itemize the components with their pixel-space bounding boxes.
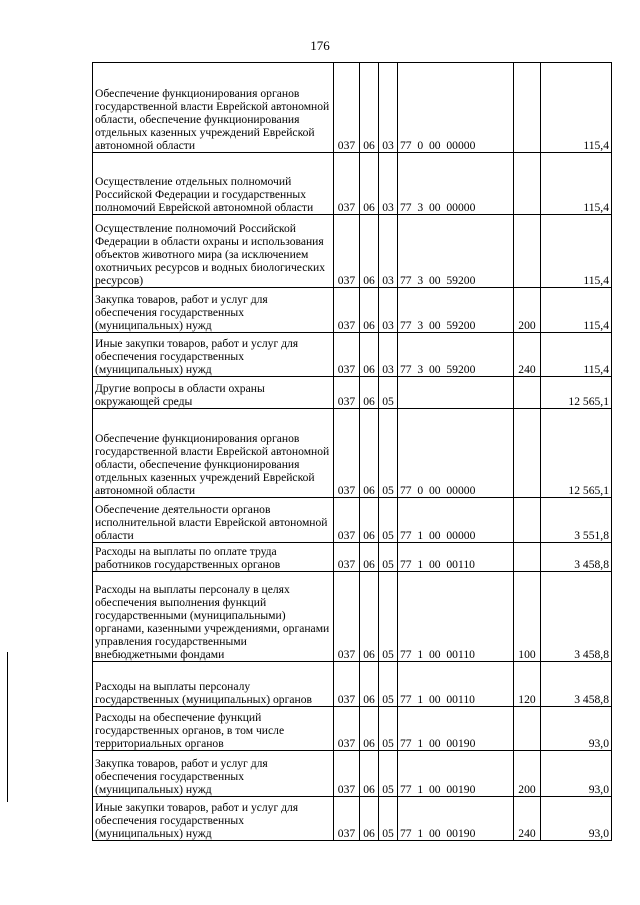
- row-name: Расходы на выплаты по оплате труда работников государственных органов: [93, 543, 334, 572]
- table-body: [93, 63, 612, 841]
- row-vr: 200: [514, 288, 541, 333]
- row-grbs: 037: [334, 707, 360, 751]
- table-row: [93, 288, 612, 333]
- table-row: [93, 707, 612, 751]
- row-name: Обеспечение деятельности органов исполнительной власти Еврейской автономной области: [93, 498, 334, 543]
- row-pr: 03: [379, 333, 398, 377]
- row-vr: 200: [514, 751, 541, 797]
- row-grbs: 037: [334, 751, 360, 797]
- row-pr: 05: [379, 572, 398, 662]
- row-pr: 03: [379, 63, 398, 153]
- row-rz: 06: [360, 215, 379, 288]
- table-row: [93, 63, 612, 153]
- row-rz: 06: [360, 543, 379, 572]
- row-rz: 06: [360, 288, 379, 333]
- row-grbs: 037: [334, 333, 360, 377]
- row-name: Осуществление отдельных полномочий Российской Федерации и государственных полномочий Еврейской автономной области: [93, 153, 334, 215]
- row-pr: 05: [379, 797, 398, 841]
- row-csr: 77 0 00 00000: [398, 409, 514, 498]
- row-vr: [514, 377, 541, 409]
- row-vr: 120: [514, 662, 541, 707]
- row-grbs: 037: [334, 288, 360, 333]
- row-grbs: 037: [334, 63, 360, 153]
- row-vr: [514, 409, 541, 498]
- row-name: Обеспечение функционирования органов государственной власти Еврейской автономной области, обеспечение функционирования отдельных казенных учреждений Еврейской автономной области: [93, 409, 334, 498]
- table-row: [93, 543, 612, 572]
- row-name: Закупка товаров, работ и услуг для обеспечения государственных (муниципальных) нужд: [93, 288, 334, 333]
- row-vr: [514, 498, 541, 543]
- row-grbs: 037: [334, 572, 360, 662]
- row-pr: 05: [379, 543, 398, 572]
- row-csr: 77 3 00 00000: [398, 153, 514, 215]
- margin-line: [7, 652, 8, 802]
- row-csr: 77 3 00 59200: [398, 215, 514, 288]
- row-rz: 06: [360, 498, 379, 543]
- row-pr: 05: [379, 662, 398, 707]
- row-name: Расходы на выплаты персоналу в целях обеспечения выполнения функций государственными (муниципальными) органами, казенными учреждениями, органами управления государственными внебюджетными фондами: [93, 572, 334, 662]
- row-vr: [514, 543, 541, 572]
- row-vr: [514, 707, 541, 751]
- row-name: Расходы на обеспечение функций государственных органов, в том числе территориальных органов: [93, 707, 334, 751]
- row-vr: 240: [514, 797, 541, 841]
- row-csr: [398, 377, 514, 409]
- row-pr: 03: [379, 215, 398, 288]
- row-rz: 06: [360, 63, 379, 153]
- row-csr: 77 1 00 00110: [398, 662, 514, 707]
- row-vr: 240: [514, 333, 541, 377]
- row-sum: 115,4: [541, 215, 612, 288]
- row-grbs: 037: [334, 377, 360, 409]
- table-row: [93, 751, 612, 797]
- row-csr: 77 1 00 00190: [398, 751, 514, 797]
- page-number: 176: [310, 38, 330, 53]
- row-name: Иные закупки товаров, работ и услуг для обеспечения государственных (муниципальных) нужд: [93, 797, 334, 841]
- row-grbs: 037: [334, 215, 360, 288]
- table-row: [93, 409, 612, 498]
- row-sum: 12 565,1: [541, 377, 612, 409]
- row-sum: 3 458,8: [541, 543, 612, 572]
- row-grbs: 037: [334, 153, 360, 215]
- row-csr: 77 3 00 59200: [398, 333, 514, 377]
- table-row: [93, 377, 612, 409]
- row-sum: 93,0: [541, 797, 612, 841]
- row-csr: 77 1 00 00000: [398, 498, 514, 543]
- row-grbs: 037: [334, 409, 360, 498]
- row-grbs: 037: [334, 543, 360, 572]
- row-pr: 05: [379, 377, 398, 409]
- row-vr: [514, 63, 541, 153]
- row-pr: 03: [379, 288, 398, 333]
- row-pr: 05: [379, 751, 398, 797]
- table-row: [93, 662, 612, 707]
- row-name: Другие вопросы в области охраны окружающей среды: [93, 377, 334, 409]
- row-vr: 100: [514, 572, 541, 662]
- row-csr: 77 1 00 00190: [398, 797, 514, 841]
- table-row: [93, 572, 612, 662]
- row-name: Осуществление полномочий Российской Федерации в области охраны и использования объектов животного мира (за исключением охотничьих ресурсов и водных биологических ресурсов): [93, 215, 334, 288]
- row-grbs: 037: [334, 797, 360, 841]
- row-name: Обеспечение функционирования органов государственной власти Еврейской автономной области, обеспечение функционирования отдельных казенных учреждений Еврейской автономной области: [93, 63, 334, 153]
- row-rz: 06: [360, 662, 379, 707]
- row-sum: 3 458,8: [541, 662, 612, 707]
- row-sum: 115,4: [541, 333, 612, 377]
- row-rz: 06: [360, 572, 379, 662]
- row-pr: 05: [379, 707, 398, 751]
- row-name: Расходы на выплаты персоналу государственных (муниципальных) органов: [93, 662, 334, 707]
- row-vr: [514, 153, 541, 215]
- budget-table: [92, 62, 612, 841]
- row-sum: 115,4: [541, 153, 612, 215]
- row-rz: 06: [360, 153, 379, 215]
- row-csr: 77 1 00 00110: [398, 543, 514, 572]
- row-grbs: 037: [334, 498, 360, 543]
- row-name: Закупка товаров, работ и услуг для обеспечения государственных (муниципальных) нужд: [93, 751, 334, 797]
- row-sum: 115,4: [541, 288, 612, 333]
- row-grbs: 037: [334, 662, 360, 707]
- row-sum: 3 551,8: [541, 498, 612, 543]
- row-pr: 05: [379, 409, 398, 498]
- row-rz: 06: [360, 797, 379, 841]
- table-row: [93, 498, 612, 543]
- row-pr: 05: [379, 498, 398, 543]
- row-csr: 77 3 00 59200: [398, 288, 514, 333]
- row-csr: 77 1 00 00110: [398, 572, 514, 662]
- row-rz: 06: [360, 409, 379, 498]
- row-csr: 77 0 00 00000: [398, 63, 514, 153]
- row-csr: 77 1 00 00190: [398, 707, 514, 751]
- table-row: [93, 797, 612, 841]
- row-sum: 93,0: [541, 751, 612, 797]
- row-vr: [514, 215, 541, 288]
- row-rz: 06: [360, 333, 379, 377]
- row-rz: 06: [360, 377, 379, 409]
- row-rz: 06: [360, 751, 379, 797]
- row-sum: 12 565,1: [541, 409, 612, 498]
- table-row: [93, 153, 612, 215]
- row-sum: 93,0: [541, 707, 612, 751]
- row-rz: 06: [360, 707, 379, 751]
- table-row: [93, 215, 612, 288]
- row-sum: 115,4: [541, 63, 612, 153]
- table-row: [93, 333, 612, 377]
- row-pr: 03: [379, 153, 398, 215]
- row-sum: 3 458,8: [541, 572, 612, 662]
- row-name: Иные закупки товаров, работ и услуг для обеспечения государственных (муниципальных) нужд: [93, 333, 334, 377]
